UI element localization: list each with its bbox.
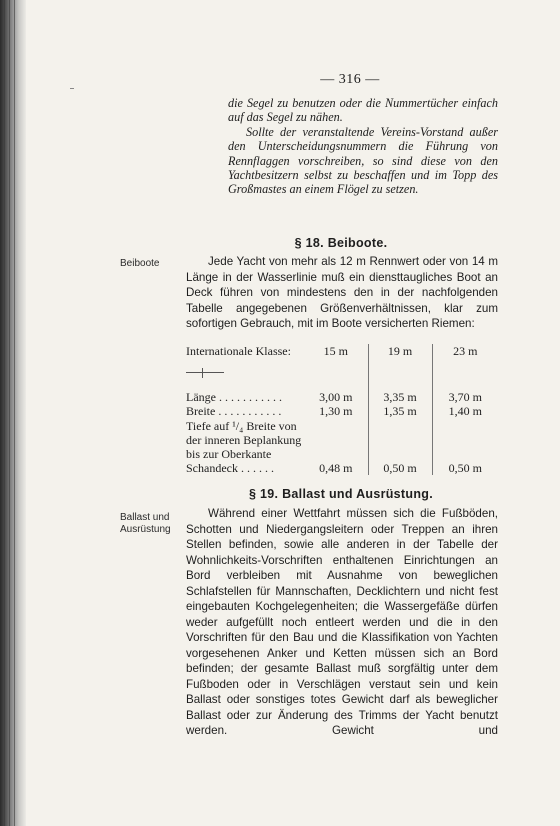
- table-cell: 1,40 m: [432, 404, 498, 418]
- table-cell: 0,48 m: [319, 461, 353, 476]
- table-class-header: 23 m: [432, 344, 498, 364]
- section-18-paragraph: [186, 254, 498, 332]
- table-cell: 1,35 m: [368, 404, 432, 418]
- section-19-heading: § 19. Ballast und Ausrüstung.: [249, 487, 433, 501]
- italic-paragraph: Sollte der veranstaltende Vereins-Vorstand außer den Unterscheidungsnummern die Führung von Rennflaggen vorschreiben, so sind diese von den Yachtbesitzern selbst zu beschaffen und im Topp des Großmastes an einem Flögel zu setzen.: [228, 124, 498, 197]
- table-cell: 1,30 m: [319, 404, 353, 419]
- table-row: [186, 419, 498, 476]
- table-cell: 0,50 m: [368, 419, 432, 476]
- page-number: — 316 —: [320, 72, 380, 87]
- book-binding-shadow: [0, 0, 26, 826]
- margin-note-ballast: [120, 512, 171, 536]
- table-rule-row: [186, 364, 498, 390]
- margin-note-line: Ballast und: [120, 512, 170, 523]
- table-row: [186, 404, 498, 418]
- table-row-label: Tiefe auf ¹/₄ Breite von der inneren Beplankung bis zur Oberkante Schandeck . . . . . .: [186, 418, 302, 476]
- table-class-header: 15 m: [323, 344, 348, 358]
- table-rule: [186, 372, 224, 373]
- table-row-label: Breite . . . . . . . . . . .: [186, 404, 282, 419]
- section-19-paragraph: [186, 506, 498, 739]
- table-header-label: Internationale Klasse:: [186, 344, 291, 358]
- table-row-label: Länge . . . . . . . . . . .: [186, 390, 282, 405]
- table-cell: 0,50 m: [432, 419, 498, 476]
- table-row: [186, 390, 498, 404]
- stray-mark: [70, 88, 74, 89]
- section-18-heading: § 18. Beiboote.: [294, 236, 388, 250]
- table-cell: 3,70 m: [432, 390, 498, 404]
- paragraph-text: Jede Yacht von mehr als 12 m Rennwert oder von 14 m Länge in der Wasserlinie muß ein diensttaugliches Boot an Deck führen von mindestens den in der nachfolgenden Tabelle angegebenen Größenverhältnissen, klar zum sofortigen Gebrauch, mit im Boote versicherten Riemen:: [186, 255, 498, 330]
- table-cell: 3,00 m: [319, 390, 353, 405]
- margin-note-beiboote: Beiboote: [120, 258, 160, 269]
- boat-size-table: [186, 344, 498, 475]
- table-cell: 3,35 m: [368, 390, 432, 404]
- italic-continuation-text: [228, 96, 498, 197]
- italic-paragraph: die Segel zu benutzen oder die Nummertücher einfach auf das Segel zu nähen.: [228, 96, 498, 125]
- table-header-row: [186, 344, 498, 364]
- table-class-header: 19 m: [368, 344, 432, 364]
- margin-note-line: Ausrüstung: [120, 524, 171, 535]
- paragraph-text: Während einer Wettfahrt müssen sich die Fußböden, Schotten und Niedergangsleitern oder Treppen an ihren Stellen befinden, sowie alle anderen in der Tabelle der Wohnlichkeits-Vorschriften enthaltenen Einrichtungen an Bord verbleiben mit Ausnahme von beweglichen Schlafstellen für Mannschaften, Decklichtern und nicht fest eingebauten Kochgelegenheiten; die Wassergefäße dürfen weder aufgefüllt noch entleert werden und die in den Vorschriften für den Bau und die Klassifikation von Yachten vorgesehenen Anker und Ketten müssen sich an Bord befinden; der gesamte Ballast muß sorgfältig unter dem Fußboden oder in Verschlägen verstaut sein und kein Ballast oder sonstiges totes Gewicht darf als beweglicher Ballast oder zur Änderung des Trimms der Yacht benutzt werden. Gewicht und: [186, 507, 498, 737]
